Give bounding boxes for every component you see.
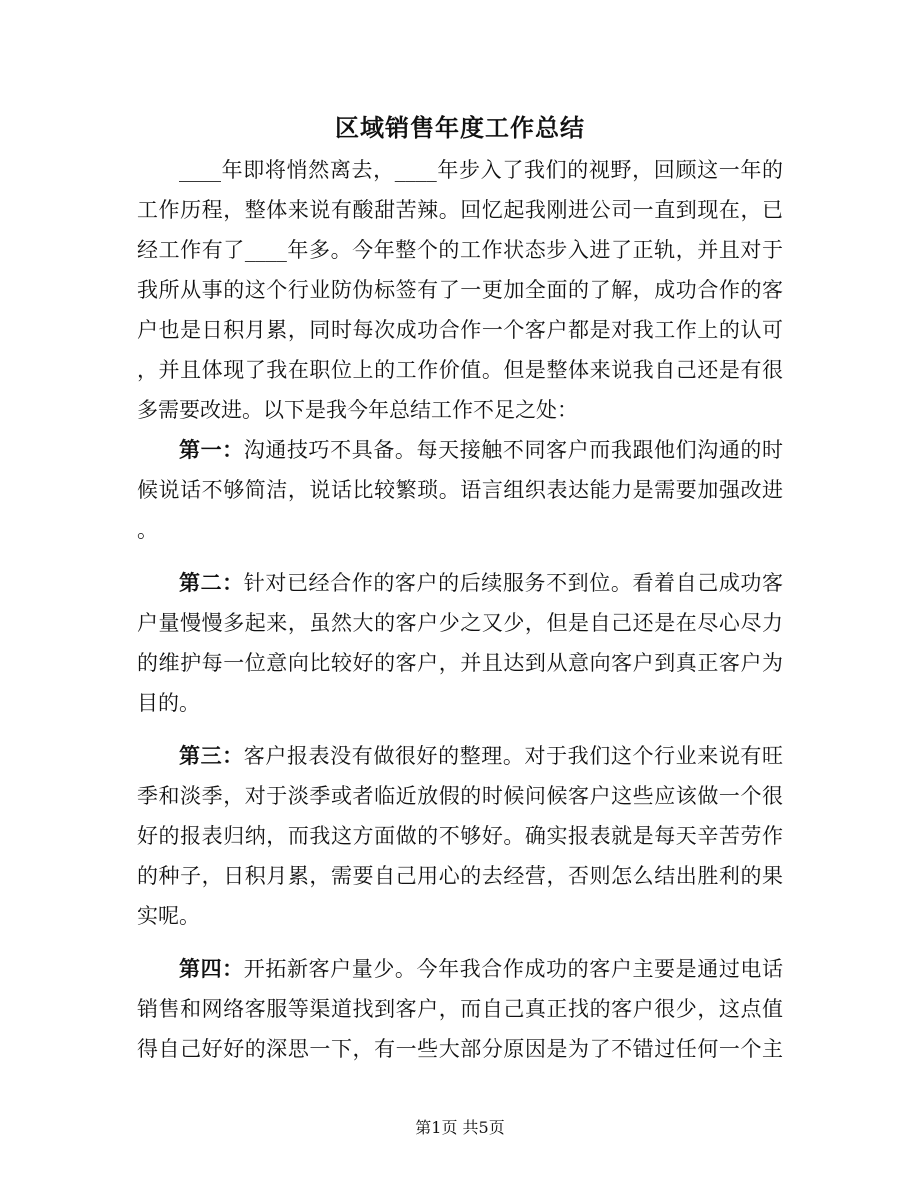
point-first-line (137, 736, 783, 776)
point-line: 。 (137, 518, 158, 542)
point-paragraph-2 (137, 563, 783, 723)
point-line: 实呢。 (137, 904, 200, 928)
point-line: 得自己好好的深思一下，有一些大部分原因是为了不错过任何一个主 (137, 1037, 783, 1061)
point-paragraph-1 (137, 430, 783, 550)
intro-line: ____年即将悄然离去，____年步入了我们的视野，回顾这一年的 (179, 158, 783, 182)
intro-line: 经工作有了____年多。今年整个的工作状态步入进了正轨，并且对于 (137, 238, 783, 262)
point-line: 的种子，日积月累，需要自己用心的去经营，否则怎么结出胜利的果 (137, 864, 783, 888)
point-first-line (137, 949, 783, 989)
document-title: 区域销售年度工作总结 (335, 113, 585, 142)
point-line: 目的。 (137, 691, 200, 715)
page-footer: 第1页 共5页 (415, 1118, 505, 1137)
point-text: 沟通技巧不具备。每天接触不同客户而我跟他们沟通的时 (243, 438, 784, 462)
intro-line: ，并且体现了我在职位上的工作价值。但是整体来说我自己还是有很 (137, 358, 783, 382)
point-first-line (137, 430, 783, 470)
point-paragraph-3 (137, 736, 783, 936)
point-line: 候说话不够简洁，说话比较繁琐。语言组织表达能力是需要加强改进 (137, 478, 783, 502)
point-heading: 第三： (179, 743, 244, 768)
point-heading: 第一： (179, 437, 244, 462)
intro-line: 我所从事的这个行业防伪标签有了一更加全面的了解，成功合作的客 (137, 278, 783, 302)
point-heading: 第四： (179, 956, 244, 981)
point-first-line (137, 563, 783, 603)
point-text: 客户报表没有做很好的整理。对于我们这个行业来说有旺 (243, 744, 784, 768)
intro-paragraph (137, 150, 783, 430)
point-text: 针对已经合作的客户的后续服务不到位。看着自己成功客 (243, 571, 784, 595)
intro-line: 工作历程，整体来说有酸甜苦辣。回忆起我刚进公司一直到现在，已 (137, 198, 783, 222)
document-body (137, 150, 783, 1069)
intro-line: 多需要改进。以下是我今年总结工作不足之处： (137, 398, 578, 422)
point-line: 户量慢慢多起来，虽然大的客户少之又少，但是自己还是在尽心尽力 (137, 611, 783, 635)
point-line: 好的报表归纳，而我这方面做的不够好。确实报表就是每天辛苦劳作 (137, 824, 783, 848)
intro-line: 户也是日积月累，同时每次成功合作一个客户都是对我工作上的认可 (137, 318, 783, 342)
point-text: 开拓新客户量少。今年我合作成功的客户主要是通过电话 (243, 957, 784, 981)
point-heading: 第二： (179, 570, 244, 595)
point-line: 的维护每一位意向比较好的客户，并且达到从意向客户到真正客户为 (137, 651, 783, 675)
point-line: 季和淡季，对于淡季或者临近放假的时候问候客户这些应该做一个很 (137, 784, 783, 808)
point-line: 销售和网络客服等渠道找到客户，而自己真正找的客户很少，这点值 (137, 997, 783, 1021)
point-paragraph-4 (137, 949, 783, 1069)
